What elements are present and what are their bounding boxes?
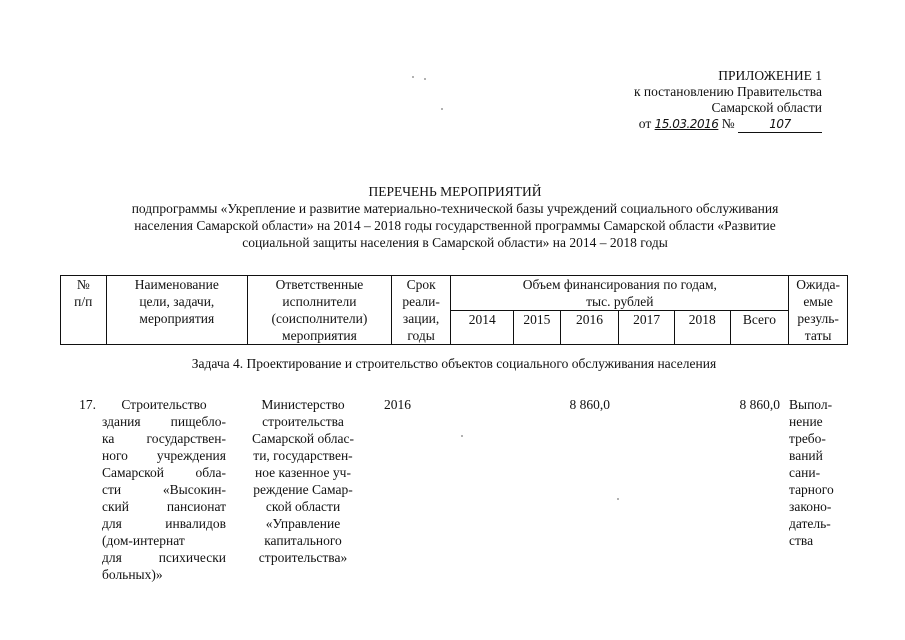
task-heading: Задача 4. Проектирование и строительство объектов социального обслуживания населения [191, 356, 717, 371]
scan-speck [461, 435, 463, 437]
header-funding: Объем финансирования по годам, тыс. рублей [451, 276, 789, 311]
scan-speck [617, 498, 619, 500]
scan-speck [412, 76, 414, 78]
appendix-line2: Самарской области [711, 100, 822, 115]
amount-total: 8 860,0 [739, 397, 780, 412]
appendix-line1: к постановлению Правительства [633, 84, 822, 99]
number-sign: № [721, 116, 735, 131]
date-prefix: от [638, 116, 652, 131]
header-term: Срок реали- зации, годы [391, 276, 451, 345]
scan-speck [424, 78, 426, 80]
handwritten-date: 15.03.2016 [654, 117, 719, 131]
header-year-2015: 2015 [514, 311, 561, 345]
heading-line-1: подпрограммы «Укрепление и развитие материально-технической базы учреждений социального обслуживания [131, 201, 779, 216]
header-num: № п/п [61, 276, 107, 345]
handwritten-number: 107 [769, 117, 791, 131]
heading-line-3: социальной защиты населения в Самарской области» на 2014 – 2018 годы [242, 235, 668, 250]
term-value: 2016 [384, 397, 411, 412]
heading-line-2: населения Самарской области» на 2014 – 2018 годы государственной программы Самарской области «Развитие [134, 218, 776, 233]
expected-result: Выпол- нение требо- ваний сани- тарного законо- датель- ства [789, 397, 834, 548]
activity-name: Строительство здания пищебло- ка государствен- ного учреждения Самарской обла- сти «Высокин- ский пансионат для инвалидов (дом-интернат для психически больных)» [102, 397, 226, 582]
header-year-2018: 2018 [674, 311, 730, 345]
appendix-title: ПРИЛОЖЕНИЕ 1 [718, 68, 822, 83]
appendix-block [590, 68, 822, 133]
scan-speck [441, 108, 443, 110]
header-total: Всего [730, 311, 789, 345]
document-title: ПЕРЕЧЕНЬ МЕРОПРИЯТИЙ [368, 184, 542, 199]
row-number: 17. [79, 397, 96, 412]
responsible-executors: Министерство строительства Самарской облас- ти, государствен- ное казенное уч- реждение Самар- ской области «Управление капитального строительства» [252, 397, 354, 565]
amount-2016: 8 860,0 [569, 397, 610, 412]
header-year-2016: 2016 [560, 311, 619, 345]
appendix-date-line [590, 116, 822, 133]
header-result: Ожида- емые резуль- таты [789, 276, 848, 345]
document-heading [60, 183, 850, 251]
header-year-2014: 2014 [451, 311, 514, 345]
header-name: Наименование цели, задачи, мероприятия [106, 276, 248, 345]
table-header [60, 275, 848, 345]
header-executors: Ответственные исполнители (соисполнители) мероприятия [248, 276, 392, 345]
header-year-2017: 2017 [619, 311, 675, 345]
